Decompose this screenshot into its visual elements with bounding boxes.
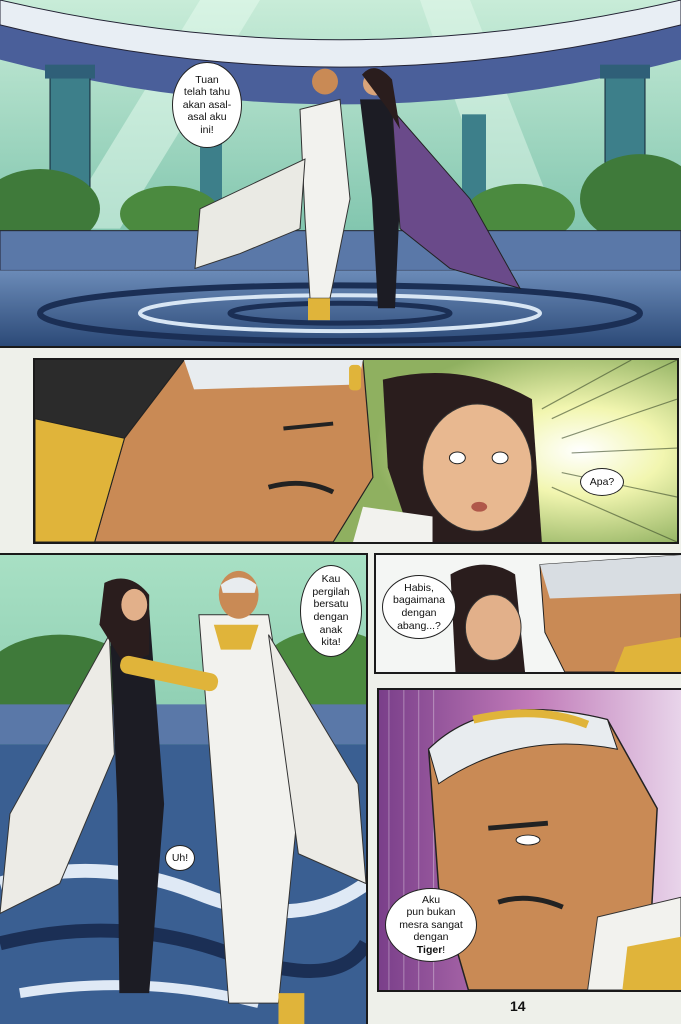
speech-bubble xyxy=(165,845,195,871)
speech-bubble xyxy=(385,888,477,962)
panel-2 xyxy=(33,358,679,544)
speech-bubble xyxy=(300,565,362,657)
speech-text: Habis, bagaimana dengan abang...? xyxy=(393,581,445,632)
speech-emphasis: Tiger xyxy=(416,943,443,956)
speech-text: Kau pergilah bersatu dengan anak kita! xyxy=(312,573,350,649)
speech-bubble xyxy=(580,468,624,496)
panel-2-art xyxy=(35,360,677,542)
panel-4 xyxy=(374,553,681,674)
speech-emphasis-suffix: ! xyxy=(442,943,446,956)
speech-bubble xyxy=(172,62,242,148)
panel-3 xyxy=(0,553,368,1024)
panel-1 xyxy=(0,0,681,348)
speech-text-main: Aku pun bukan mesra sangat dengan xyxy=(399,893,463,944)
speech-text: Uh! xyxy=(171,851,189,864)
page-number: 14 xyxy=(510,998,526,1014)
speech-text xyxy=(399,894,463,957)
speech-bubble xyxy=(382,575,456,639)
panel-1-art xyxy=(0,0,681,346)
speech-text: Apa? xyxy=(589,475,615,488)
panel-5 xyxy=(377,688,681,992)
speech-text: Tuan telah tahu akan asal- asal aku ini! xyxy=(182,73,232,136)
